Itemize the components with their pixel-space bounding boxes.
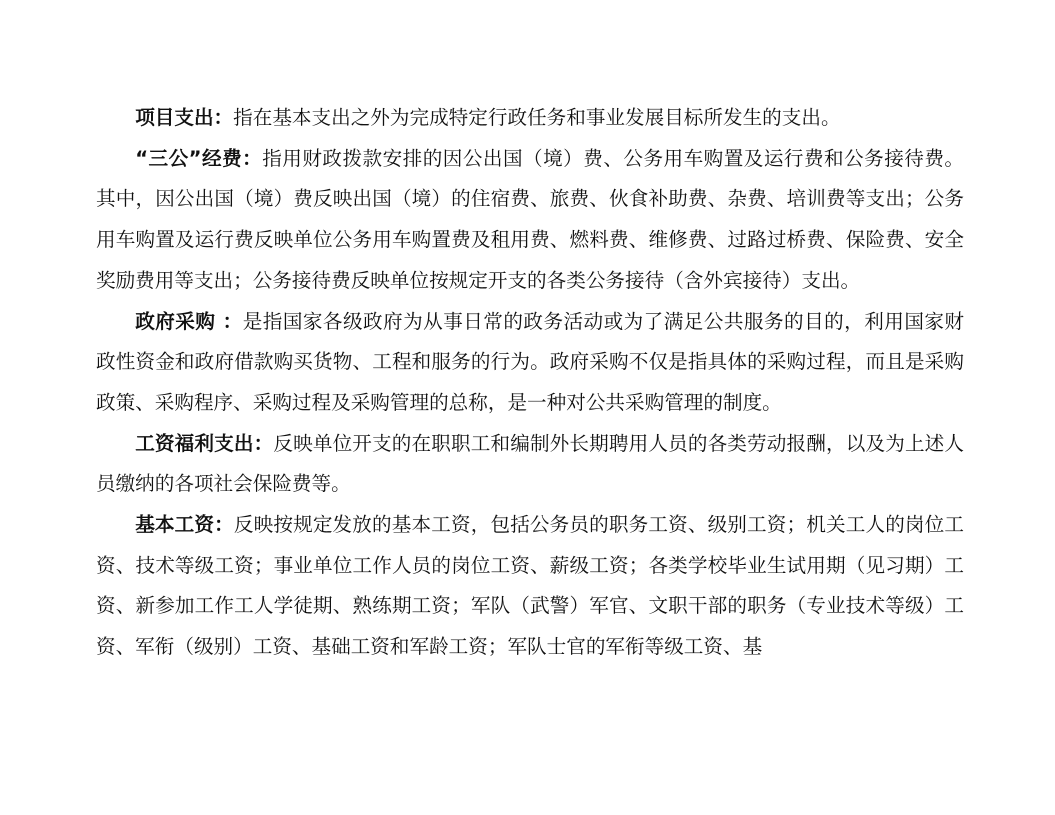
definition-text: 指在基本支出之外为完成特定行政任务和事业发展目标所发生的支出。 bbox=[233, 106, 841, 129]
term-label: 项目支出： bbox=[135, 106, 234, 129]
paragraph-government-procurement bbox=[96, 302, 964, 424]
term-label: “三公”经费： bbox=[135, 146, 263, 170]
definition-text: 反映按规定发放的基本工资，包括公务员的职务工资、级别工资；机关工人的岗位工资、技术等级工资；事业单位工作人员的岗位工资、薪级工资；各类学校毕业生试用期（见习期）工资、新参加工作工人学徒期、熟练期工资；军队（武警）军官、文职干部的职务（专业技术等级）工资、军衔（级别）工资、基础工资和军龄工资；军队士官的军衔等级工资、基 bbox=[96, 513, 965, 659]
paragraph-basic-wage bbox=[96, 505, 964, 668]
term-label: 政府采购 ： bbox=[135, 309, 243, 333]
paragraph-wage-welfare-expenditure bbox=[96, 424, 964, 505]
definition-text: 反映单位开支的在职职工和编制外长期聘用人员的各类劳动报酬，以及为上述人员缴纳的各项社会保险费等。 bbox=[96, 431, 965, 496]
paragraph-three-public-expenses bbox=[96, 139, 964, 302]
definition-text: 指用财政拨款安排的因公出国（境）费、公务用车购置及运行费和公务接待费。其中，因公出国（境）费反映出国（境）的住宿费、旅费、伙食补助费、杂费、培训费等支出；公务用车购置及运行费反映单位公务用车购置费及租用费、燃料费、维修费、过路过桥费、保险费、安全奖励费用等支出；公务接待费反映单位按规定开支的各类公务接待（含外宾接待）支出。 bbox=[96, 146, 965, 292]
definition-text: 是指国家各级政府为从事日常的政务活动或为了满足公共服务的目的，利用国家财政性资金和政府借款购买货物、工程和服务的行为。政府采购不仅是指具体的采购过程，而且是采购政策、采购程序、采购过程及采购管理的总称，是一种对公共采购管理的制度。 bbox=[96, 309, 965, 414]
paragraph-project-expenditure bbox=[96, 98, 964, 139]
document-page bbox=[96, 98, 964, 668]
term-label: 工资福利支出： bbox=[135, 431, 274, 455]
term-label: 基本工资： bbox=[135, 513, 234, 537]
